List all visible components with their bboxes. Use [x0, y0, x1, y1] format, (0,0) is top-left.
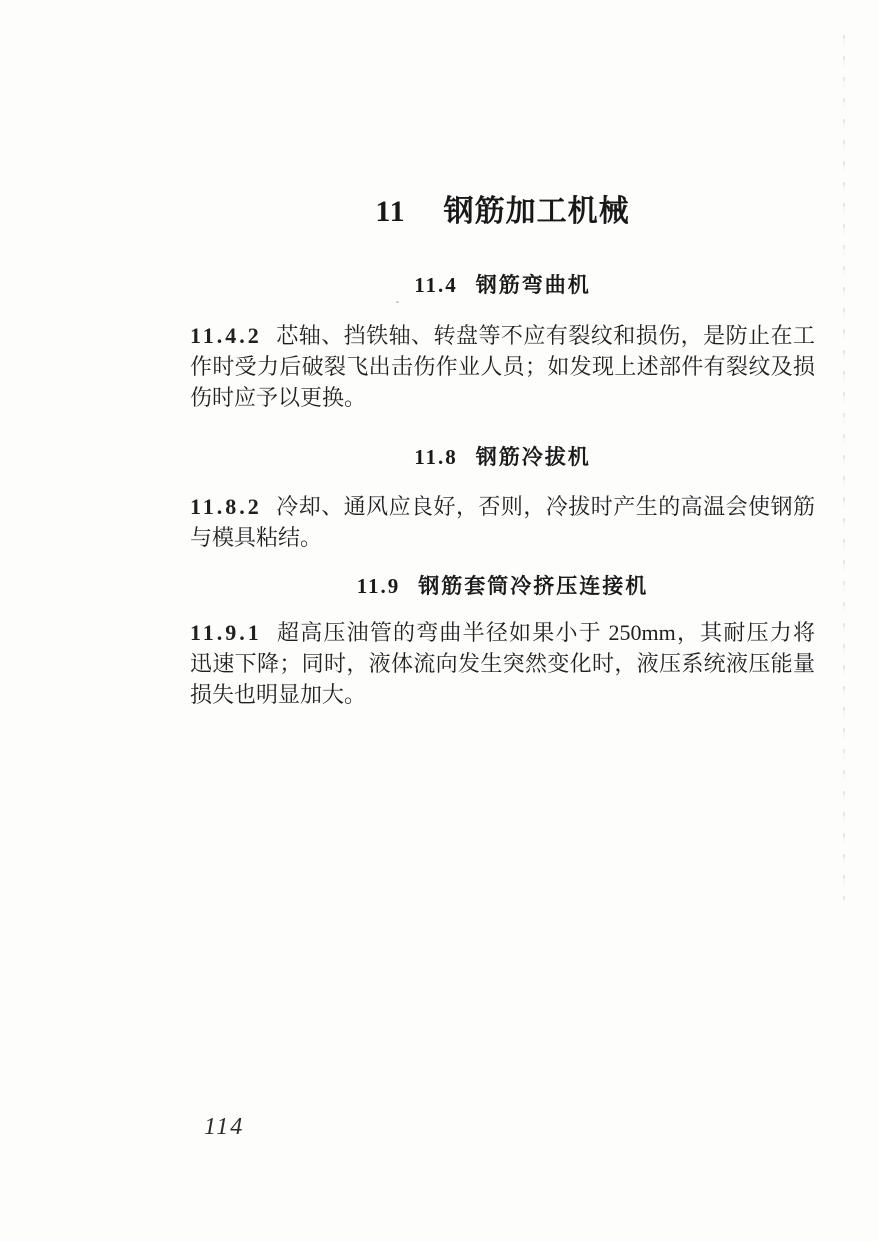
section-number: 11.8	[414, 445, 458, 469]
section-title: 钢筋弯曲机	[475, 274, 591, 297]
chapter-number: 11	[375, 195, 406, 228]
clause-11-8-2	[190, 491, 815, 553]
clause-line	[190, 320, 815, 351]
chapter-title-text: 钢筋加工机械	[443, 195, 630, 228]
section-heading-11-4	[190, 272, 815, 299]
clause-11-9-1	[190, 617, 815, 710]
clause-number: 11.4.2	[190, 323, 262, 348]
clause-line	[190, 491, 815, 522]
section-number: 11.4	[414, 273, 458, 297]
clause-line: 作时受力后破裂飞出击伤作业人员；如发现上述部件有裂纹及损	[190, 354, 815, 379]
clause-line: 伤时应予以更换。	[190, 385, 367, 410]
page-content	[190, 0, 815, 710]
section-heading-11-9	[190, 573, 815, 600]
clause-11-4-2	[190, 320, 815, 413]
section-heading-11-8	[190, 444, 815, 471]
scan-artifact-line	[843, 35, 845, 900]
chapter-title	[190, 192, 815, 232]
scan-artifact-speck	[396, 301, 399, 303]
clause-number: 11.8.2	[190, 494, 262, 519]
page-number: 114	[204, 1114, 245, 1140]
clause-line: 损失也明显加大。	[190, 682, 367, 707]
clause-text: 芯轴、挡铁轴、转盘等不应有裂纹和损伤，是防止在工	[275, 323, 815, 348]
section-title: 钢筋冷拔机	[475, 446, 591, 469]
clause-number: 11.9.1	[190, 620, 262, 645]
clause-text: 冷却、通风应良好，否则，冷拔时产生的高温会使钢筋	[275, 494, 815, 519]
clause-line: 迅速下降；同时，液体流向发生突然变化时，液压系统液压能量	[190, 651, 815, 676]
clause-text: 超高压油管的弯曲半径如果小于 250mm，其耐压力将	[275, 620, 815, 645]
clause-line: 与模具粘结。	[190, 525, 323, 550]
section-title: 钢筋套筒冷挤压连接机	[418, 575, 649, 598]
clause-line	[190, 617, 815, 648]
section-number: 11.9	[356, 574, 401, 598]
